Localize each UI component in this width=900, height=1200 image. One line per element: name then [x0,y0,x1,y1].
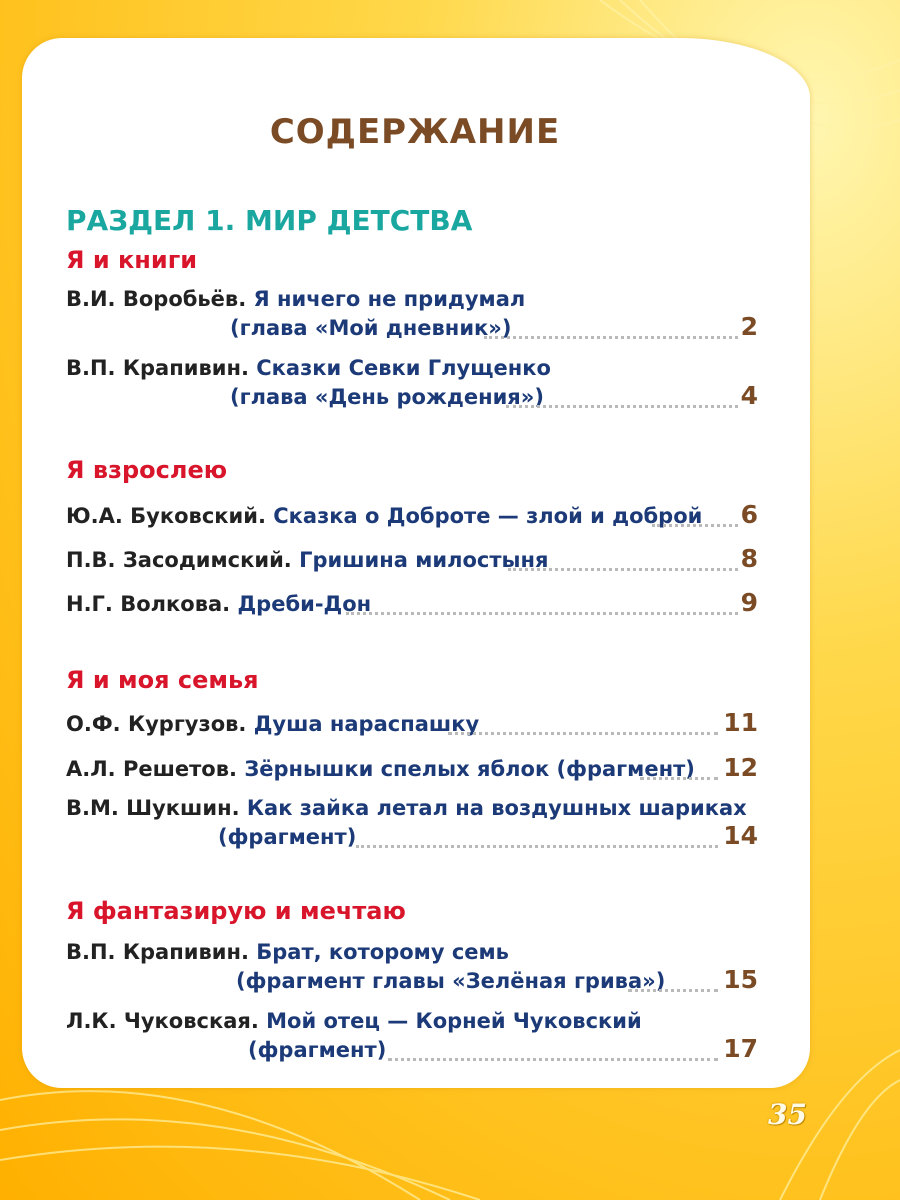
toc-entry[interactable] [66,548,549,572]
entry-author: Н.Г. Волкова. [66,592,231,616]
entry-title: Гришина милостыня [299,548,549,572]
dot-leader [652,524,738,527]
page-number: 35 [768,1098,807,1131]
page-ref: 9 [740,588,758,617]
dot-leader [484,336,738,339]
page-ref: 15 [723,965,758,994]
page-ref: 4 [740,381,758,410]
toc-entry[interactable] [66,1009,642,1033]
subsection-title: Я и книги [66,246,198,274]
entry-author: О.Ф. Кургузов. [66,712,247,736]
page-ref: 6 [740,500,758,529]
page-ref: 8 [740,544,758,573]
page-title: СОДЕРЖАНИЕ [269,112,561,152]
dot-leader [448,732,718,735]
dot-leader [640,777,718,780]
toc-entry[interactable] [66,592,371,616]
toc-entry[interactable] [66,757,695,781]
toc-entry[interactable] [66,940,509,964]
entry-title: Я ничего не придумал [253,287,526,311]
subsection-title: Я и моя семья [66,666,259,694]
entry-title: Мой отец — Корней Чуковский [266,1009,642,1033]
page-ref: 12 [723,753,758,782]
entry-author: П.В. Засодимский. [66,548,292,572]
dot-leader [508,568,738,571]
subsection-title: Я фантазирую и мечтаю [66,897,406,925]
page-ref: 17 [723,1034,758,1063]
entry-title: Как зайка летал на воздушных шариках [246,796,747,820]
page-ref: 11 [723,708,758,737]
dot-leader [356,845,718,848]
page-ref: 14 [723,821,758,850]
dot-leader [388,1058,718,1061]
entry-author: А.Л. Решетов. [66,757,238,781]
entry-title: Дреби-Дон [237,592,372,616]
dot-leader [506,405,738,408]
toc-entry[interactable] [66,287,525,311]
entry-author: В.М. Шукшин. [66,796,240,820]
entry-title-continued: (фрагмент) [248,1038,387,1062]
subsection-title: Я взрослею [66,456,228,484]
toc-entry[interactable] [66,504,702,528]
dot-leader [346,612,738,615]
entry-author: В.П. Крапивин. [66,356,249,380]
entry-title: Душа нараспашку [253,712,480,736]
entry-title-continued: (глава «День рождения») [230,385,544,409]
entry-author: Ю.А. Буковский. [66,504,266,528]
entry-title-continued: (глава «Мой дневник») [230,316,512,340]
toc-entry[interactable] [66,356,551,380]
entry-title: Сказка о Доброте — злой и доброй [273,504,703,528]
entry-title: Зёрнышки спелых яблок (фрагмент) [244,757,695,781]
page-ref: 2 [740,312,758,341]
entry-author: В.И. Воробьёв. [66,287,247,311]
entry-author: В.П. Крапивин. [66,940,249,964]
entry-title: Брат, которому семь [256,940,509,964]
dot-leader [628,989,718,992]
entry-title: Сказки Севки Глущенко [256,356,551,380]
entry-author: Л.К. Чуковская. [66,1009,259,1033]
toc-entry[interactable] [66,796,747,820]
entry-title-continued: (фрагмент) [218,825,357,849]
entry-title-continued: (фрагмент главы «Зелёная грива») [236,969,666,993]
section-title: РАЗДЕЛ 1. МИР ДЕТСТВА [66,204,473,237]
toc-entry[interactable] [66,712,479,736]
